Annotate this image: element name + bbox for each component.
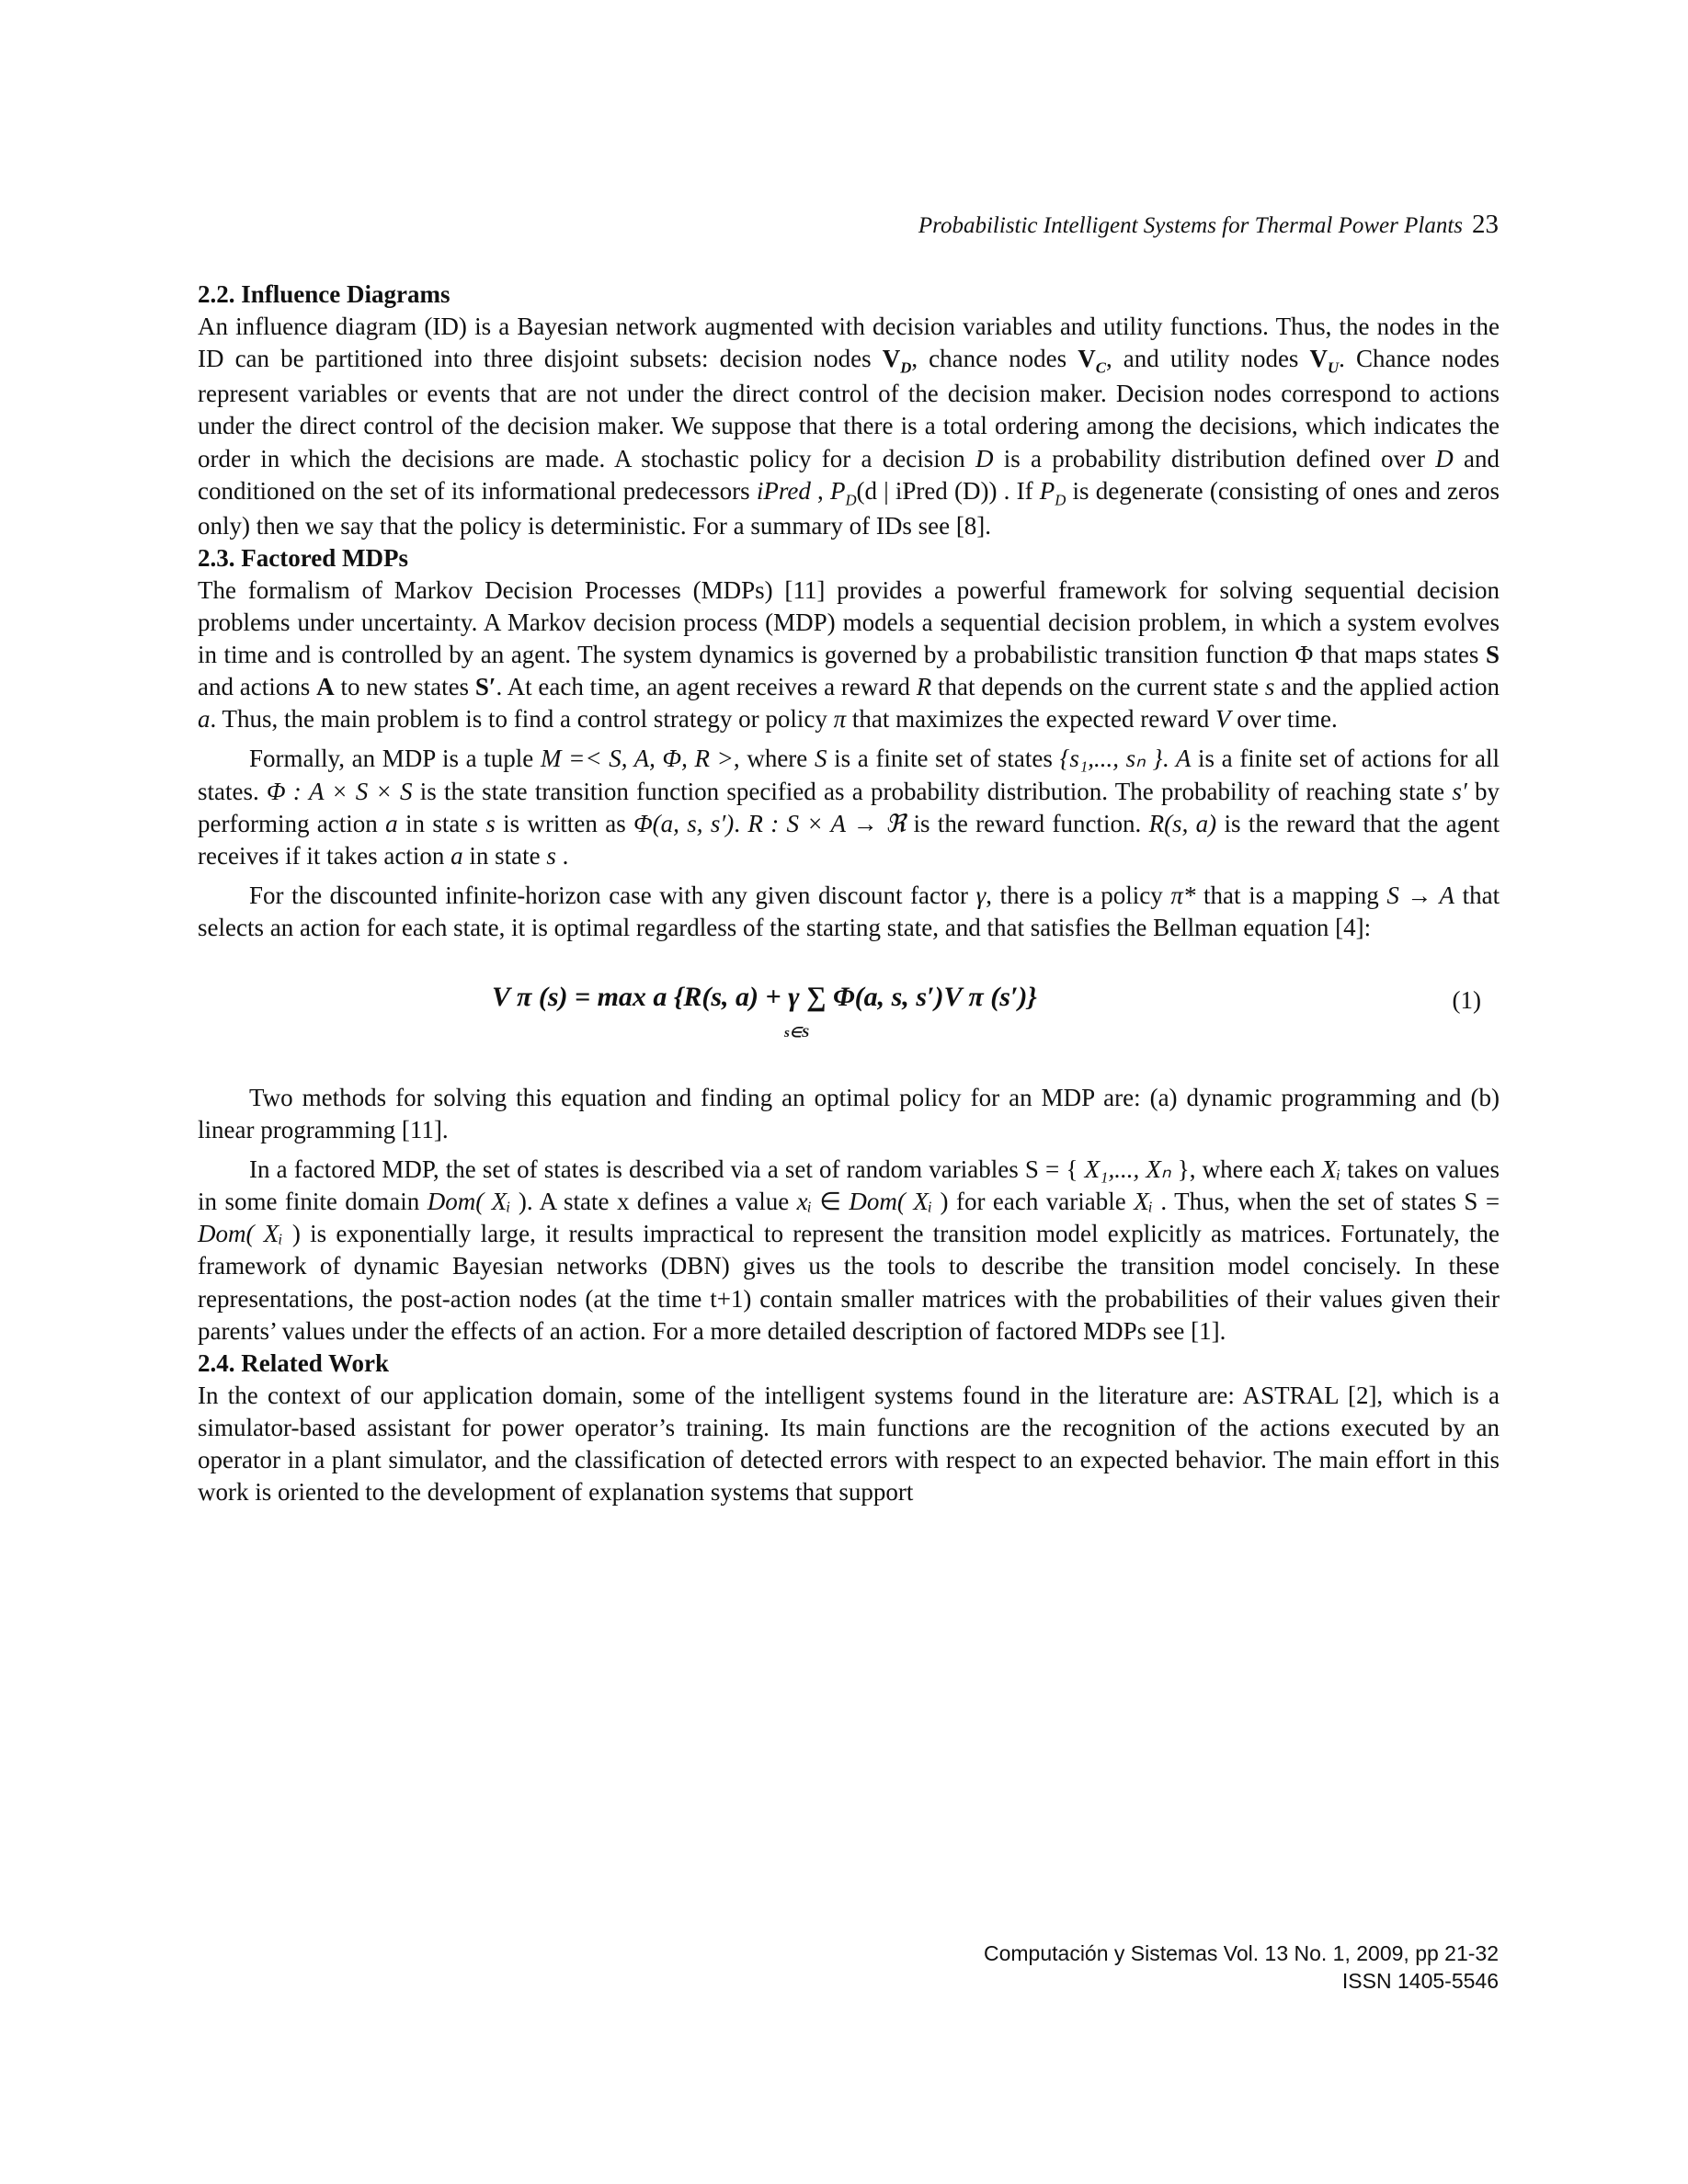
paragraph-mdp-formal: Formally, an MDP is a tuple M =< S, A, Φ, R >, where S is a finite set of states {s₁,..., sₙ }. A is a finite set of actions for all states. Φ : A × S × S is the state transition function specified as a probability distribution. The probability of reaching state s′ by performing action a in state s is written as Φ(a, s, s′). R : S × A → ℜ is the reward function. R(s, a) is the reward that the agent receives if it takes action a in state s . xyxy=(198,745,1500,870)
paragraph-solution-methods: Two methods for solving this equation and finding an optimal policy for an MDP are: (a) dynamic programming and (b) linear programming [11]. xyxy=(198,1083,1500,1144)
math-gamma: γ xyxy=(975,881,987,909)
math-s: S xyxy=(814,745,827,773)
math-v: V xyxy=(1215,705,1231,734)
math-xi: Xᵢ xyxy=(491,1188,511,1216)
math-pi: π xyxy=(833,705,847,734)
math-dom: Dom( xyxy=(427,1188,485,1216)
running-title: Probabilistic Intelligent Systems for Thermal Power Plants xyxy=(918,213,1463,238)
math-ipred: iPred xyxy=(756,476,811,505)
math-x-list: X₁,..., Xₙ xyxy=(1084,1155,1171,1184)
text: , chance nodes xyxy=(911,345,1067,373)
math-xi: Xᵢ xyxy=(1321,1155,1341,1184)
math-xi: Xᵢ xyxy=(913,1188,933,1216)
section-heading-influence-diagrams: 2.2. Influence Diagrams xyxy=(198,280,451,308)
equation-number: (1) xyxy=(1452,985,1481,1014)
text: If xyxy=(1016,476,1033,505)
math-a: A xyxy=(1175,745,1192,773)
text: An influence diagram (ID) is a Bayesian network augmented with decision variables and utility functions. Thus, the nodes in the ID can be partitioned into three disjoint subsets: decision nodes xyxy=(198,313,1500,373)
text: is degenerate (consisting of ones and zeros only) then we say that the policy is deterministic. For a summary of IDs see [8]. xyxy=(198,476,1500,540)
text: is a probability distribution defined over xyxy=(1003,444,1425,472)
running-header xyxy=(918,210,1499,240)
math-rsa: R(s, a) xyxy=(1148,809,1217,837)
paragraph-factored-mdp: In a factored MDP, the set of states is described via a set of random variables S = { X₁,..., Xₙ }, where each Xᵢ takes on values in some finite domain Dom( Xᵢ ). A state x defines a value xᵢ ∈ Dom( Xᵢ ) for each variable Xᵢ . Thus, when the set of states S = Dom( Xᵢ ) is exponentially large, it results impractical to represent the transition model explicitly as matrices. Fortunately, the framework of dynamic Bayesian networks (DBN) gives us the tools to describe the transition model concisely. In these representations, the post-action nodes (at the time t+1) contain smaller matrices with the probabilities of their values given their parents’ values under the effects of an action. For a more detailed description of factored MDPs see [1]. xyxy=(198,1155,1500,1345)
equation-summation-index: s∈S xyxy=(784,1025,810,1041)
equation-expression: V π (s) = max a {R(s, a) + γ ∑ Φ(a, s, s′)V π (s′)} xyxy=(492,981,1037,1012)
paragraph-bellman-intro: For the discounted infinite-horizon case with any given discount factor γ, there is a policy π* that is a mapping S → A that selects an action for each state, it is optimal regardless of the starting state, and that satisfies the Bellman equation [4]: xyxy=(198,881,1500,941)
math-s-prime: s′ xyxy=(1452,777,1467,805)
math-vd: $V_D$ xyxy=(882,345,912,377)
text: and conditioned on the set of its informational predecessors xyxy=(198,444,1500,505)
paragraph-mdp-intro: The formalism of Markov Decision Processes (MDPs) [11] provides a powerful framework for solving sequential decision problems under uncertainty. A Markov decision process (MDP) models a sequential decision problem, in which a system evolves in time and is controlled by an agent. The system dynamics is governed by a probabilistic transition function Φ that maps states S and actions A to new states S′. At each time, an agent receives a reward R that depends on the current state s and the applied action a. Thus, the main problem is to find a control strategy or policy π that maximizes the expected reward V over time. xyxy=(198,575,1500,734)
math-phi: Φ xyxy=(1295,641,1314,669)
page-number: 23 xyxy=(1472,210,1499,239)
math-s: s xyxy=(1264,673,1275,701)
text: , and utility nodes xyxy=(1105,345,1299,373)
math-s: s xyxy=(546,841,556,870)
bellman-equation xyxy=(198,975,1500,1047)
math-pd: $P_D$ xyxy=(1039,476,1066,508)
journal-citation: Computación y Sistemas Vol. 13 No. 1, 2009, pp 21-32 xyxy=(984,1941,1499,1965)
math-s-to-a: S → A xyxy=(1386,881,1454,909)
math-dom: Dom( xyxy=(198,1220,255,1248)
text: . Chance nodes represent variables or events that are not under the direct control of the decision maker. Decision nodes correspond to actions under the direct control of the decision maker. We suppose that there is a total ordering among the decisions, which indicates the order in which the decisions are made. A stochastic policy for a decision xyxy=(198,345,1500,472)
math-dom: Dom( xyxy=(849,1188,906,1216)
math-a: a xyxy=(385,809,398,837)
section-heading-related-work: 2.4. Related Work xyxy=(198,1348,389,1377)
math-s-bold: S xyxy=(1485,641,1500,669)
math-d: D xyxy=(975,444,994,472)
math-xi: Xᵢ xyxy=(1134,1188,1153,1216)
math-pd-expression: $P_D(d$ | iPred (D)) . xyxy=(829,476,1010,508)
issn: ISSN 1405-5546 xyxy=(1341,1968,1499,1993)
math-a-bold: A xyxy=(316,673,335,701)
section-heading-factored-mdps: 2.3. Factored MDPs xyxy=(198,543,408,572)
math-phi-ass: Φ(a, s, s′) xyxy=(633,809,735,837)
math-s-prime-bold: S′ xyxy=(474,673,496,701)
paragraph-influence-diagrams xyxy=(198,311,1500,542)
math-r: R xyxy=(916,673,932,701)
paper-body xyxy=(198,279,1500,1508)
math-a: a xyxy=(198,705,211,734)
math-d: D xyxy=(1435,444,1454,472)
math-a: a xyxy=(451,841,463,870)
math-pi-star: π* xyxy=(1170,881,1196,909)
math-x-i: xᵢ xyxy=(796,1188,812,1216)
text: , xyxy=(817,476,824,505)
page-footer xyxy=(984,1940,1499,1996)
paragraph-related-work: In the context of our application domain, some of the intelligent systems found in the literature are: ASTRAL [2], which is a simulator-based assistant for power operator’s training. Its main functions are the recognition of the actions executed by an operator in a plant simulator, and the classification of detected errors with respect to an expected behavior. The main effort in this work is oriented to the development of explanation systems that support xyxy=(198,1381,1500,1507)
math-vu: $V_U$ xyxy=(1309,345,1340,377)
math-state-set: {s₁,..., sₙ } xyxy=(1059,745,1163,773)
math-xi: Xᵢ xyxy=(263,1220,283,1248)
math-reward-map: R : S × A → ℜ xyxy=(747,809,907,837)
math-vc: $V_C$ xyxy=(1078,345,1106,377)
math-transition-map: Φ : A × S × S xyxy=(267,777,413,805)
math-tuple: M =< S, A, Φ, R > xyxy=(540,745,734,773)
math-s: s xyxy=(485,809,496,837)
